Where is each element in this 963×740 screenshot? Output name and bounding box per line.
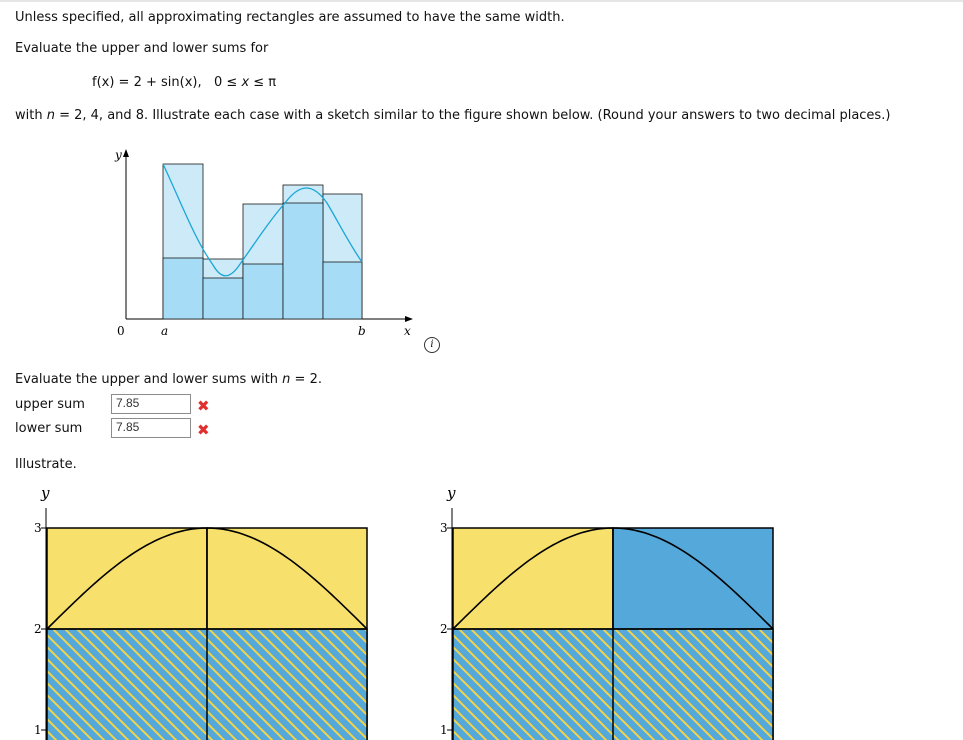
illustrate-label: Illustrate. <box>15 457 77 472</box>
function-formula <box>92 75 276 90</box>
part-prompt-prefix: Evaluate the upper and lower sums with <box>15 372 283 387</box>
reference-figure <box>95 145 425 345</box>
lower-sum-input[interactable]: 7.85 <box>111 418 191 438</box>
y-tick-label: 3 <box>34 521 42 535</box>
ref-lower-rect <box>203 278 243 319</box>
formula-domain-b: ≤ π <box>249 75 277 90</box>
y-axis-label: y <box>447 484 456 502</box>
lower-sum-incorrect-icon: ✖ <box>197 421 210 439</box>
n-var: n <box>46 108 55 123</box>
formula-lhs: f(x) = 2 + sin(x), <box>92 75 202 90</box>
lower-sum-label: lower sum <box>15 421 83 436</box>
ref-x-label: x <box>404 324 411 338</box>
graph-2-content <box>440 484 773 740</box>
n-values-prefix: with <box>15 108 47 123</box>
y-tick-label: 1 <box>34 723 42 737</box>
ref-x-arrow <box>405 316 413 322</box>
y-tick-label: 2 <box>34 622 42 636</box>
ref-y-label: y <box>115 148 122 162</box>
top-divider <box>0 0 963 2</box>
y-axis-label: y <box>41 484 50 502</box>
y-tick-label: 2 <box>440 622 448 636</box>
upper-sum-label: upper sum <box>15 397 85 412</box>
part-prompt-suffix: = 2. <box>290 372 322 387</box>
info-icon[interactable]: i <box>424 337 440 353</box>
illustration-graph-2[interactable] <box>406 480 826 740</box>
y-tick-label: 1 <box>440 723 448 737</box>
ref-zero-label: 0 <box>117 324 125 338</box>
prompt-text: Evaluate the upper and lower sums for <box>15 41 269 56</box>
formula-domain-a: 0 ≤ <box>214 75 242 90</box>
n-values-text <box>15 108 890 123</box>
part-prompt-n: n <box>282 372 291 387</box>
part-prompt <box>15 372 322 387</box>
upper-sum-incorrect-icon: ✖ <box>197 397 210 415</box>
ref-lower-rect <box>283 203 323 319</box>
ref-lower-rect <box>163 258 203 319</box>
ref-a-label: a <box>161 324 169 338</box>
formula-domain-var: x <box>241 75 250 90</box>
instruction-text: Unless specified, all approximating rectangles are assumed to have the same width. <box>15 10 565 25</box>
ref-b-label: b <box>358 324 366 338</box>
y-tick-label: 3 <box>440 521 448 535</box>
ref-lower-rect <box>243 264 283 319</box>
ref-y-arrow <box>123 149 129 157</box>
upper-sum-input[interactable]: 7.85 <box>111 394 191 414</box>
ref-lower-rect <box>323 262 362 319</box>
graph-1-content <box>34 484 367 740</box>
illustration-graph-1[interactable] <box>0 480 420 740</box>
n-values-suffix: = 2, 4, and 8. Illustrate each case with a sketch similar to the figure shown below. (Round your answers to two decimal places.) <box>54 108 891 123</box>
